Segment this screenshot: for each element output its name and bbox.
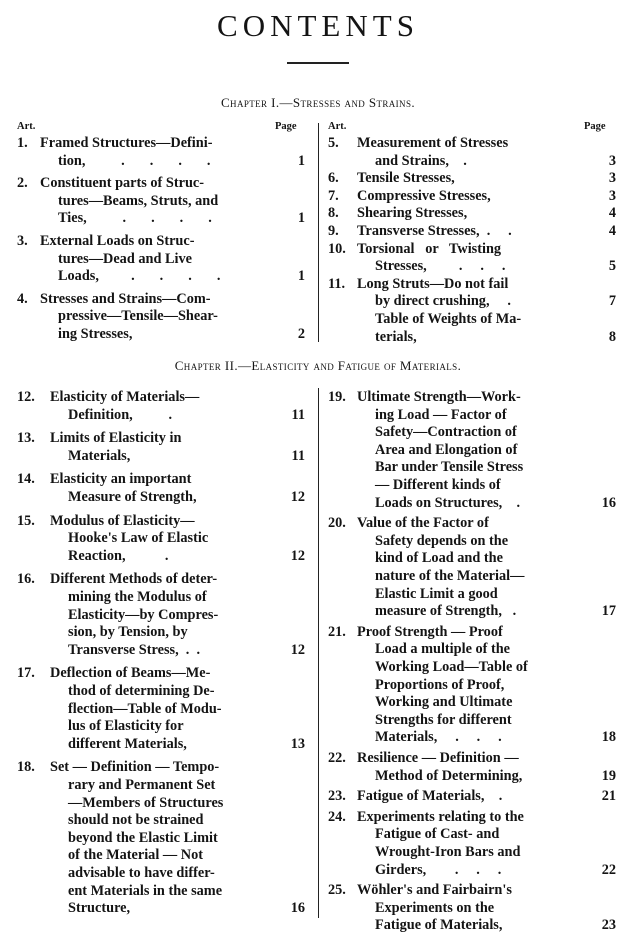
entry-text-line: External Loads on Struc- <box>40 233 195 249</box>
entry-text-line: Method of Determining, <box>375 767 523 784</box>
page-label-right: Page <box>584 121 606 132</box>
entry-text-line: measure of Strength, . <box>375 603 517 620</box>
entry-text-line: of the Material — Not <box>68 847 203 864</box>
entry-text-line: Load a multiple of the <box>375 641 511 658</box>
entry-page-number: 4 <box>608 223 616 239</box>
entry-number: 23. <box>328 788 346 805</box>
entry-text-line: Fatigue of Cast- and <box>375 826 500 843</box>
entry-text-line: Experiments on the <box>375 899 495 916</box>
entry-text-line: Safety depends on the <box>375 532 509 549</box>
entry-text-line: Experiments relating to the <box>357 808 524 825</box>
column-divider-2 <box>318 388 319 918</box>
entry-text-line: pressive—Tensile—Shear- <box>58 308 218 325</box>
entry-number: 3. <box>17 233 28 249</box>
entry-text-line: sion, by Tension, by <box>68 624 188 641</box>
entry-text-line: Materials, <box>68 447 131 464</box>
entry-text-line: Girders, . . . <box>375 861 502 878</box>
entry-number: 7. <box>328 187 339 204</box>
page-title: CONTENTS <box>217 8 419 43</box>
entry-text-line: Elasticity—by Compres- <box>68 606 219 623</box>
entry-page-number: 1 <box>297 210 305 227</box>
entry-number: 20. <box>328 515 346 532</box>
entry-text-line: Definition, . <box>68 406 173 423</box>
entry-text-line: Stresses and Strains—Com- <box>40 290 211 307</box>
entry-number: 10. <box>328 240 346 257</box>
entry-page-number: 17 <box>601 603 616 620</box>
entry-page-number: 19 <box>601 767 616 784</box>
entry-text-line: lus of Elasticity for <box>68 718 184 735</box>
entry-text-line: Loads, . . . . <box>58 268 221 285</box>
entry-text-line: ent Materials in the same <box>68 882 223 899</box>
entry-page-number: 1 <box>297 152 305 169</box>
entry-text-line: Measurement of Stresses <box>357 135 509 151</box>
entry-text-line: Modulus of Elasticity— <box>50 512 195 529</box>
entry-text-line: beyond the Elastic Limit <box>68 829 218 846</box>
entry-page-number: 11 <box>291 406 305 423</box>
entry-number: 21. <box>328 623 346 640</box>
entry-page-number: 8 <box>608 328 616 345</box>
entry-text-line: Reaction, . <box>68 547 169 564</box>
entry-text-line: Set — Definition — Tempo- <box>50 759 220 776</box>
entry-text-line: flection—Table of Modu- <box>68 700 222 717</box>
entry-text-line: Area and Elongation of <box>375 441 518 458</box>
chapter-2-heading-text: Chapter II.—Elasticity and Fatigue of Materials. <box>174 358 462 373</box>
art-label-right: Art. <box>328 121 347 132</box>
page-label-left: Page <box>275 121 297 132</box>
entry-text-line: —Members of Structures <box>68 794 224 811</box>
entry-text-line: Compressive Stresses, <box>357 187 491 204</box>
entry-number: 14. <box>17 471 35 488</box>
entry-text-line: Constituent parts of Struc- <box>40 175 205 192</box>
entry-number: 13. <box>17 430 35 447</box>
entry-text-line: nature of the Material— <box>375 568 525 584</box>
entry-text-line: tures—Beams, Struts, and <box>58 192 219 209</box>
entry-number: 2. <box>17 175 28 192</box>
entry-page-number: 18 <box>601 729 616 746</box>
column-divider-1 <box>318 123 319 342</box>
chapter-1-heading-text: Chapter I.—Stresses and Strains. <box>220 95 416 110</box>
entry-number: 24. <box>328 808 346 825</box>
entry-text-line: rary and Permanent Set <box>68 777 216 793</box>
entry-page-number: 13 <box>290 735 305 752</box>
entry-number: 16. <box>17 571 35 588</box>
entry-text-line: Elasticity an important <box>50 471 192 488</box>
entry-text-line: Framed Structures—Defini- <box>40 135 213 151</box>
entry-number: 5. <box>328 135 339 151</box>
title-rule <box>287 62 349 64</box>
entry-text-line: terials, <box>375 328 417 345</box>
entry-text-line: Ultimate Strength—Work- <box>357 389 521 405</box>
entry-text-line: Measure of Strength, <box>68 489 197 505</box>
entry-text-line: advisable to have differ- <box>68 865 215 881</box>
entry-page-number: 12 <box>290 641 305 658</box>
entry-text-line: — Different kinds of <box>375 477 501 493</box>
entry-text-line: Bar under Tensile Stress <box>375 459 524 476</box>
entry-text-line: Strengths for different <box>375 711 512 728</box>
chapter-1-heading <box>0 95 636 111</box>
entry-page-number: 3 <box>608 170 616 187</box>
entry-text-line: tures—Dead and Live <box>58 250 192 267</box>
entry-text-line: Transverse Stresses, . . <box>357 223 512 239</box>
entry-text-line: Elastic Limit a good <box>375 585 498 602</box>
entry-text-line: Working and Ultimate <box>375 694 513 711</box>
entry-text-line: Stresses, . . . <box>375 258 506 275</box>
chapter-2-heading <box>0 358 636 374</box>
entry-page-number: 23 <box>601 917 616 934</box>
entry-page-number: 22 <box>601 861 616 878</box>
entry-page-number: 7 <box>608 293 616 310</box>
entry-text-line: Ties, . . . . <box>58 210 212 227</box>
entry-text-line: Deflection of Beams—Me- <box>50 665 211 682</box>
entry-text-line: Working Load—Table of <box>375 659 528 675</box>
entry-text-line: and Strains, . <box>375 152 467 169</box>
entry-text-line: Fatigue of Materials, <box>375 917 503 934</box>
entry-page-number: 21 <box>601 788 616 805</box>
entry-page-number: 12 <box>290 547 305 564</box>
entry-page-number: 3 <box>608 187 616 204</box>
entry-page-number: 1 <box>297 268 305 285</box>
entry-text-line: tion, . . . . <box>58 152 211 169</box>
entry-text-line: Wöhler's and Fairbairn's <box>357 882 512 899</box>
entry-text-line: thod of determining De- <box>68 683 215 699</box>
entry-number: 15. <box>17 512 35 529</box>
entry-number: 8. <box>328 205 339 222</box>
entry-text-line: by direct crushing, . <box>375 293 511 310</box>
entry-number: 25. <box>328 882 346 899</box>
entry-number: 22. <box>328 750 346 766</box>
entry-page-number: 3 <box>608 152 616 169</box>
entry-number: 12. <box>17 389 35 405</box>
entry-text-line: different Materials, <box>68 735 187 752</box>
entry-text-line: Elasticity of Materials— <box>50 389 200 405</box>
entry-text-line: Proportions of Proof, <box>375 676 505 693</box>
entry-text-line: Table of Weights of Ma- <box>375 311 522 327</box>
entry-page-number: 2 <box>297 326 305 342</box>
entry-text-line: Resilience — Definition — <box>357 750 519 766</box>
entry-text-line: Materials, . . . <box>375 729 502 746</box>
entry-text-line: Value of the Factor of <box>357 515 489 532</box>
entry-page-number: 4 <box>608 205 616 222</box>
entry-text-line: Transverse Stress, . . <box>68 641 201 658</box>
entry-text-line: Loads on Structures, . <box>375 494 521 511</box>
entry-text-line: Different Methods of deter- <box>50 571 218 588</box>
entry-text-line: ing Stresses, <box>58 326 133 342</box>
entry-number: 1. <box>17 135 28 151</box>
entry-number: 11. <box>328 275 346 292</box>
entry-page-number: 16 <box>601 494 616 511</box>
entry-number: 6. <box>328 170 339 187</box>
entry-text-line: Hooke's Law of Elastic <box>68 530 209 547</box>
entry-text-line: Safety—Contraction of <box>375 424 517 441</box>
entry-text-line: Long Struts—Do not fail <box>357 275 509 292</box>
entry-text-line: mining the Modulus of <box>68 589 207 605</box>
art-label-left: Art. <box>17 121 36 132</box>
entry-text-line: ing Load — Factor of <box>375 406 507 423</box>
entry-text-line: Tensile Stresses, <box>357 170 455 187</box>
entry-text-line: Structure, <box>68 900 131 917</box>
entry-text-line: should not be strained <box>68 812 204 829</box>
entry-page-number: 5 <box>608 258 616 275</box>
entry-number: 19. <box>328 389 346 405</box>
entry-page-number: 16 <box>290 900 305 917</box>
entry-text-line: Torsional or Twisting <box>357 240 502 257</box>
entry-text-line: Wrought-Iron Bars and <box>375 844 521 860</box>
entry-text-line: Fatigue of Materials, . <box>357 788 503 805</box>
entry-text-line: Limits of Elasticity in <box>50 430 182 447</box>
entry-number: 9. <box>328 223 339 239</box>
entry-text-line: Shearing Stresses, <box>357 205 468 222</box>
entry-text-line: Proof Strength — Proof <box>357 623 503 640</box>
entry-text-line: kind of Load and the <box>375 550 503 567</box>
entry-page-number: 11 <box>291 447 305 464</box>
entry-number: 18. <box>17 759 35 776</box>
entry-page-number: 12 <box>290 489 305 505</box>
entry-number: 4. <box>17 290 28 307</box>
entry-number: 17. <box>17 665 35 682</box>
